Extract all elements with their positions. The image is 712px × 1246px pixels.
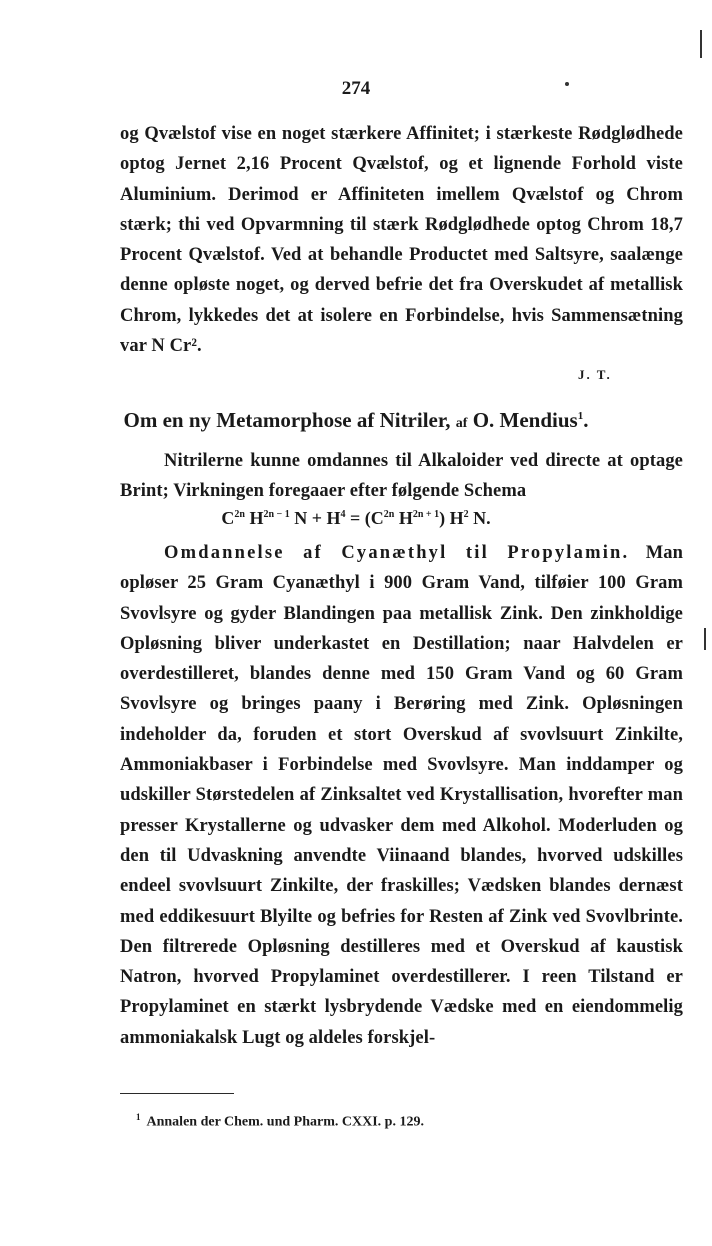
formula-part: = (C: [345, 508, 384, 528]
formula-sup: 4: [340, 509, 346, 520]
formula-part: ) H: [439, 508, 464, 528]
margin-mark: [700, 30, 702, 58]
footnote-divider: [120, 1093, 234, 1094]
chemical-formula: [0, 508, 712, 529]
formula-sup: 2n − 1: [263, 509, 290, 520]
formula-part: H: [394, 508, 413, 528]
formula-part: N.: [468, 508, 491, 528]
paragraph-3-title: Omdannelse af Cyanæthyl til Propylamin.: [164, 543, 630, 563]
formula-sup: 2: [463, 509, 469, 520]
page-number: 274: [341, 78, 371, 99]
formula-sup: 2n: [234, 509, 245, 520]
heading-by: af: [455, 416, 468, 431]
author-signature: J. T.: [578, 367, 612, 382]
formula-part: C: [221, 508, 235, 528]
footnote: [136, 1112, 424, 1131]
paragraph-2: Nitrilerne kunne omdannes til Alkaloider ved directe at optage Brint; Virkningen foregaaer efter følgende Schema: [120, 451, 683, 502]
footnote-marker: 1: [136, 1112, 141, 1122]
heading-end: .: [583, 408, 589, 432]
paragraph-3: [120, 538, 683, 1053]
footnote-text: Annalen der Chem. und Pharm. CXXI. p. 129.: [146, 1114, 424, 1130]
formula-sup: 2n + 1: [412, 509, 440, 520]
footnote-ref: 1: [577, 410, 584, 422]
formula-sup: 2n: [383, 509, 395, 520]
paragraph-1: og Qvælstof vise en noget stærkere Affinitet; i stærkeste Rødglødhede optog Jernet 2,16 Procent Qvælstof, og et lignende Forhold viste Aluminium. Derimod er Affiniteten imellem Qvælstof og Chrom stærk; thi ved Opvarmning til stærk Rødglødhede optog Chrom 18,7 Procent Qvælstof. Ved at behandle Productet med Saltsyre, saalænge denne opløste noget, og derved befrie det fra Overskudet af metallisk Chrom, lykkedes det at isolere en Forbindelse, hvis Sammensætning var N Cr².: [120, 124, 683, 357]
section-heading: [0, 408, 712, 433]
formula-part: N + H: [289, 508, 341, 528]
heading-author: O. Mendius: [472, 408, 578, 432]
paragraph-3-body: Man opløser 25 Gram Cyanæthyl i 900 Gram Vand, tilføier 100 Gram Svovlsyre og gyder Blandingen paa metallisk Zink. Den zinkholdige Opløsning bliver underkastet en Destillation; naar Halvdelen er overdestilleret, blandes denne med 150 Gram Vand og 60 Gram Svovlsyre og bringes paany i Berøring med Zink. Opløsningen indeholder da, foruden et stort Overskud af svovlsuurt Zinkilte, Ammoniakbaser i Forbindelse med Svovlsyre. Man inddamper og udskiller Størstedelen af Zinksaltet ved Krystallisation, hvorefter man presser Krystallerne og udvasker dem med Alkohol. Moderluden og den til Udvaskning anvendte Viinaand blandes, hvorved udskilles endeel svovlsuurt Zinkilte, der fraskilles; Vædsken blandes dernæst med eddikesuurt Blyilte og befries for Resten af Zink ved Svovlbrinte. Den filtrerede Opløsning destilleres med et Overskud af kaustisk Natron, hvorved Propylaminet overdestillerer. I reen Tilstand er Propylaminet en stærkt lysbrydende Vædske med en eiendommelig ammoniakalsk Lugt og aldeles forskjel-: [120, 543, 684, 1048]
margin-mark: [704, 628, 706, 650]
heading-title: Om en ny Metamorphose af Nitriler,: [123, 408, 451, 432]
formula-part: H: [244, 508, 264, 528]
